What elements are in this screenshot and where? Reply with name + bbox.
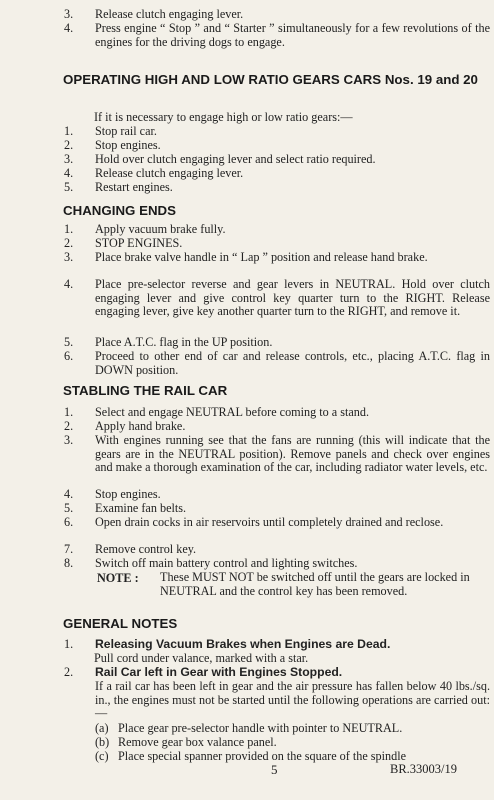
section-heading: STABLING THE RAIL CAR	[63, 383, 228, 398]
document-code: BR.33003/19	[390, 762, 458, 776]
document-page: 3. Release clutch engaging lever. 4. Press engine “ Stop ” and “ Starter ” simultaneously for a few revolutions of the engines for the driving dogs to engage. OPERATING HIGH AND LOW RATIO GEARS CARS Nos. 19 and 20 If it is necessary to engage high or low ratio gears:— 1. Stop rail car. 2. Stop engines. 3. Hold over clutch engaging lever and select ratio required. 4. Release clutch engaging lever. 5. Restart engines. CHANGING ENDS 1. Apply vacuum brake fully. 2. STOP ENGINES. 3. Place brake valve handle in “ Lap ” position and release hand brake. 4. Place pre-selector reverse and gear levers in NEUTRAL. Hold over clutch engaging lever and give control key quarter turn to the RIGHT. Release engaging lever, give key another quarter turn to the RIGHT, and remove it. 5. Place A.T.C. flag in the UP position. 6. Proceed to other end of car and release controls, etc., placing A.T.C. flag in DOWN position. STABLING THE RAIL CAR 1. Select and engage NEUTRAL before coming to a stand. 2. Apply hand brake. 3. With engines running see that the fans are running (this will indicate that the gears are in the NEUTRAL position). Remove panels and check over engines and make a thorough examination of the car, including radiator water levels, etc. 4. Stop engines. 5. Examine fan belts. 6. Open drain cocks in air reservoirs until completely drained and reclose. 7. Remove control key. 8. Switch off main battery control and lighting switches. NOTE : These MUST NOT be switched off until the gears are locked in NEUTRAL and the control key has been removed. GENERAL NOTES 1. Releasing Vacuum Brakes when Engines are Dead. Pull cord under valance, marked with a star. 2. Rail Car left in Gear with Engines Stopped. If a rail car has been left in gear and the air pressure has fallen below 40 lbs./sq. in., the engines must not be started until the following operations are carried out:— (a) Place gear pre-selector handle with pointer to NEUTRAL. (b) Remove gear box valance panel. (c) Place special spanner provided on the square of the spindle 5 BR.33003/19	[0, 0, 494, 800]
note-text: These MUST NOT be switched off until the gears are locked in NEUTRAL and the control key has been removed.	[160, 570, 470, 598]
section-heading: OPERATING HIGH AND LOW RATIO GEARS CARS Nos. 19 and 20	[63, 72, 478, 87]
sub-item: (c) Place special spanner provided on the square of the spindle	[95, 749, 407, 763]
sub-item: (a) Place gear pre-selector handle with pointer to NEUTRAL.	[95, 721, 403, 735]
section-heading: CHANGING ENDS	[63, 203, 177, 218]
section-intro: If it is necessary to engage high or low ratio gears:—	[94, 110, 353, 124]
item-text: If a rail car has been left in gear and the air pressure has fallen below 40 lbs./sq. in., the engines must not be started until the following operations are carried out:—	[95, 679, 490, 721]
page-number: 5	[271, 762, 278, 777]
note-label: NOTE :	[97, 571, 139, 585]
item-title: Releasing Vacuum Brakes when Engines are Dead.	[95, 637, 391, 651]
item-text: Pull cord under valance, marked with a star.	[94, 651, 309, 665]
section-heading: GENERAL NOTES	[63, 616, 178, 631]
item-title: Rail Car left in Gear with Engines Stopped.	[95, 665, 343, 679]
sub-item: (b) Remove gear box valance panel.	[95, 735, 277, 749]
